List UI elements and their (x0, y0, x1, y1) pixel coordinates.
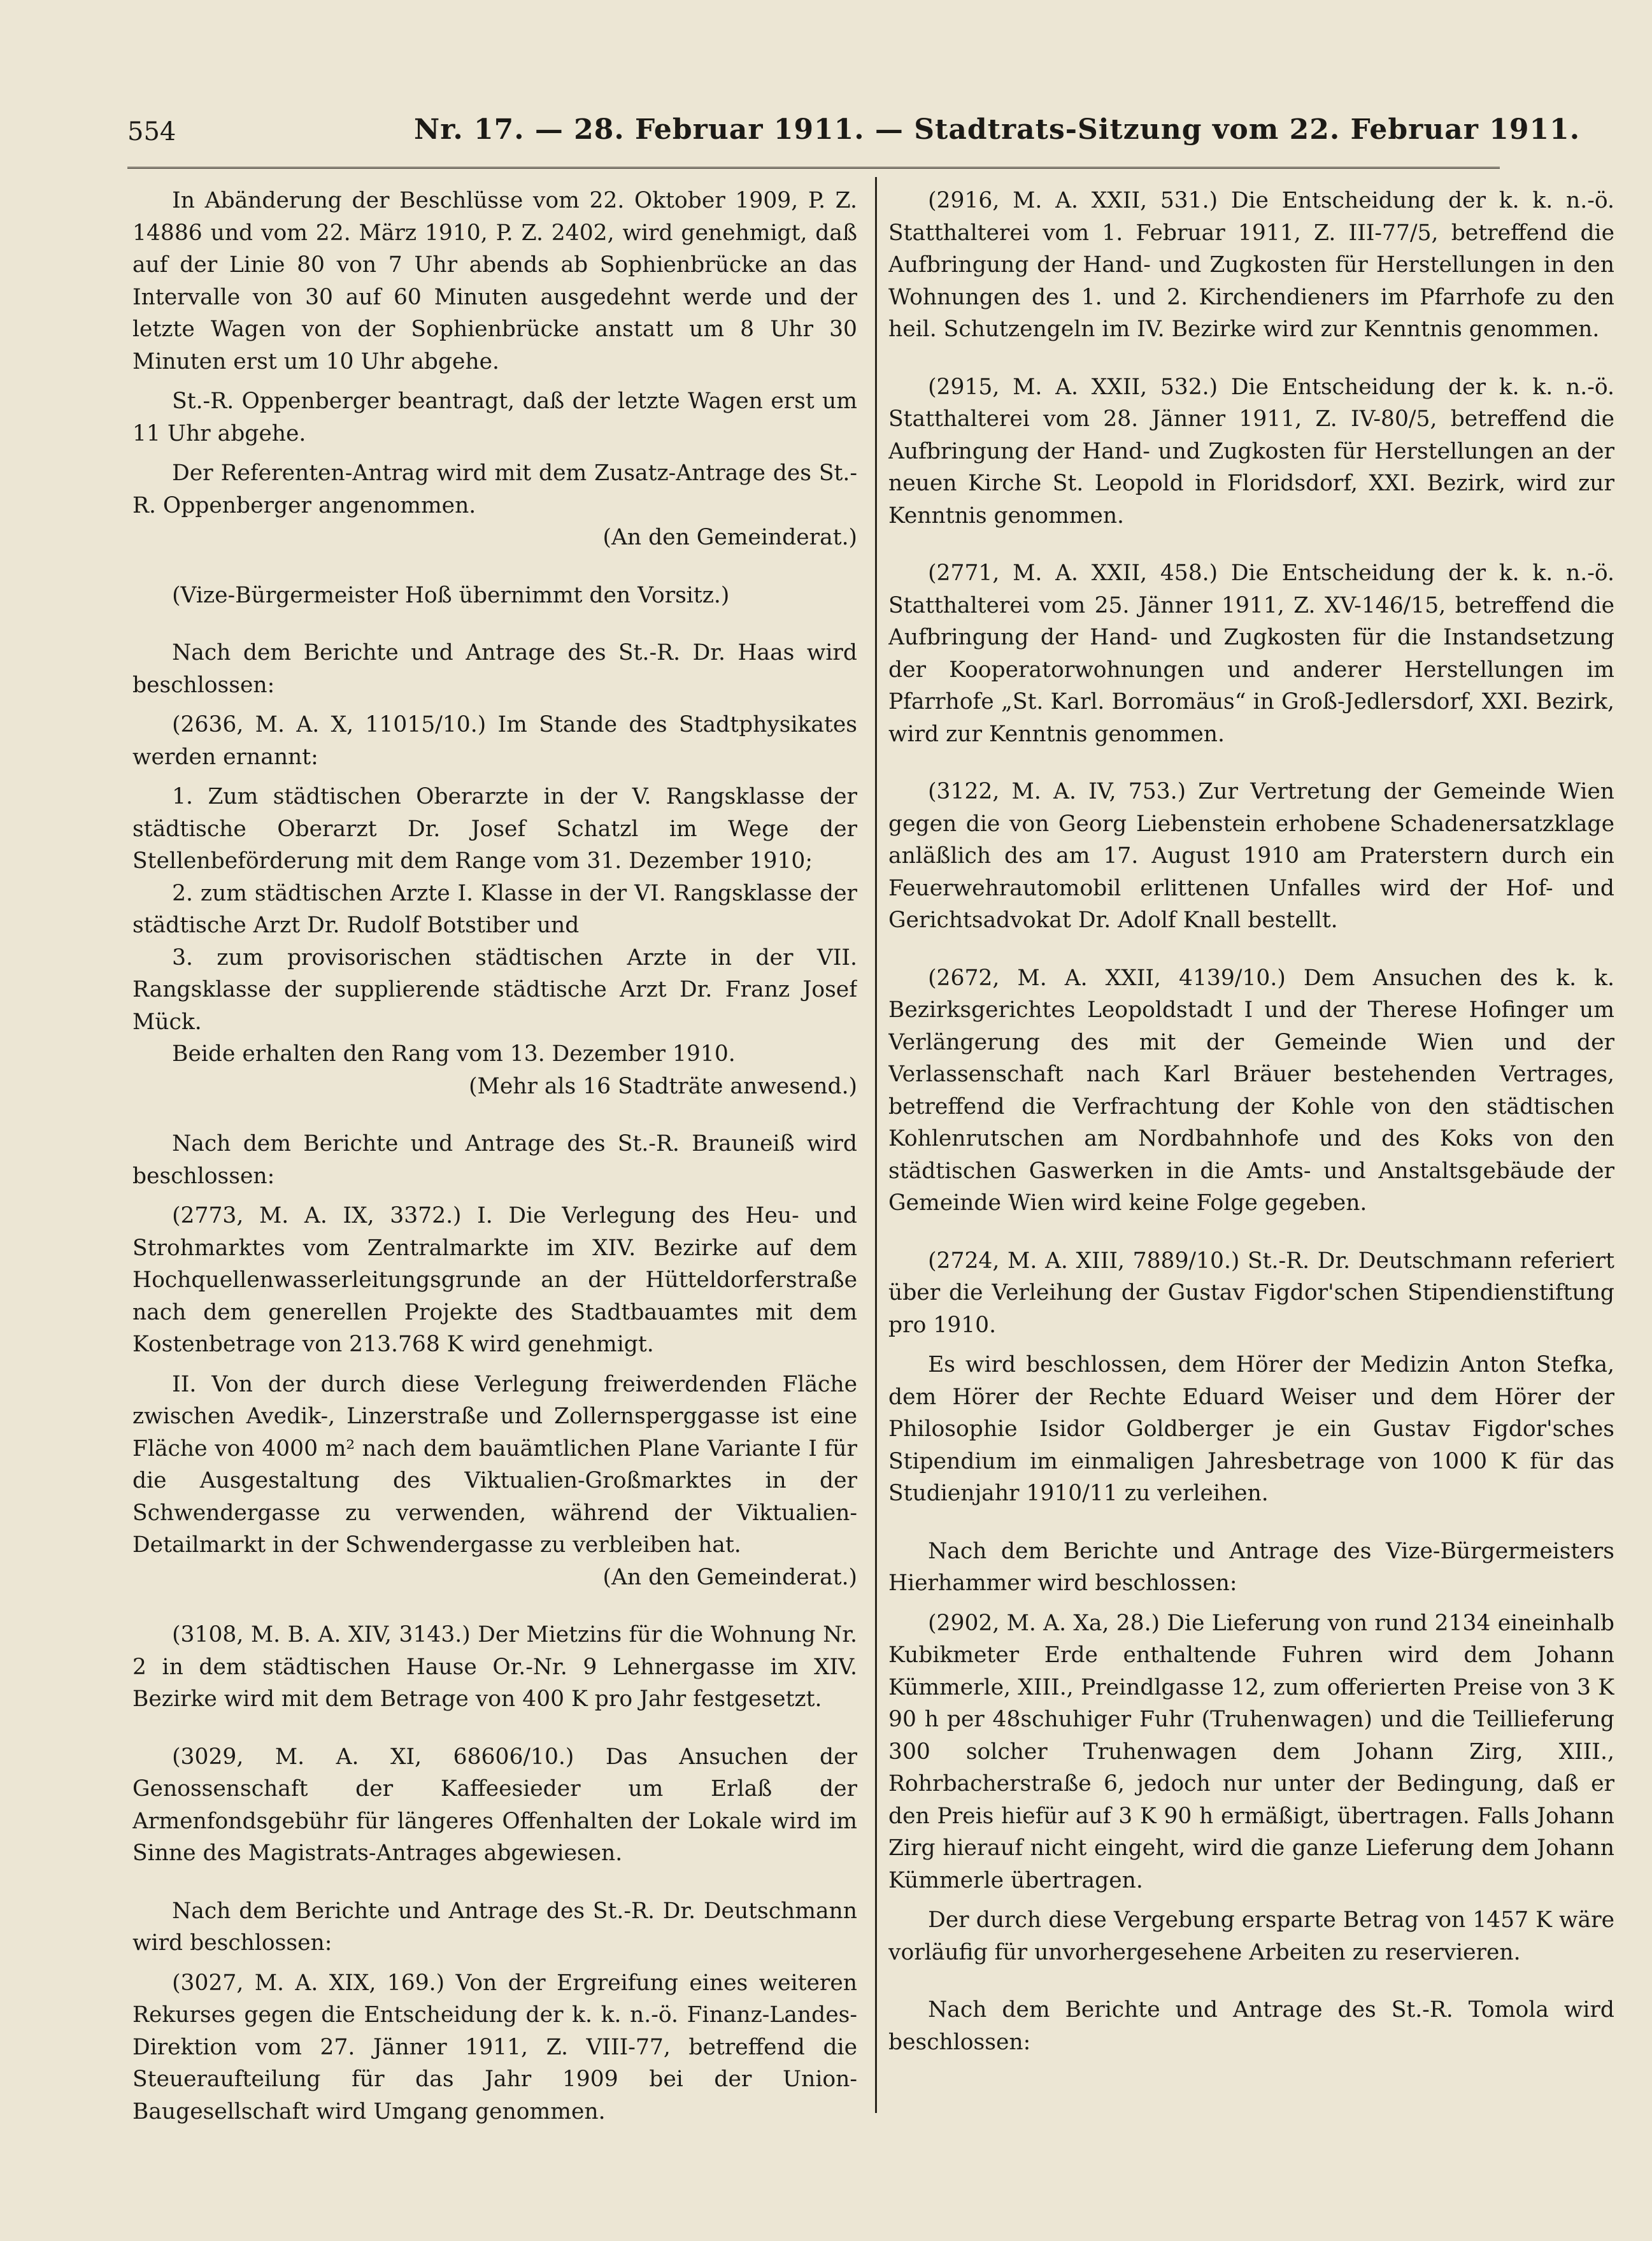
right-column (888, 185, 1614, 2133)
paragraph: (3027, M. A. XIX, 169.) Von der Ergreifung eines weiteren Rekurses gegen die Entscheidung der k. k. n.-ö. Finanz-Landes-Direktion vom 27. Jänner 1911, Z. VIII-77, betreffend die Steueraufteilung für das Jahr 1909 bei der Union-Baugesellschaft wird Umgang genommen. (132, 1970, 857, 2124)
referral-note: (An den Gemeinderat.) (602, 525, 857, 550)
quorum-note: (Mehr als 16 Stadträte anwesend.) (469, 1073, 857, 1099)
section-intro: Nach dem Berichte und Antrage des St.-R. Dr. Deutschmann wird beschlossen: (132, 1898, 857, 1956)
list-item: 1. Zum städtischen Oberarzte in der V. Rangsklasse der städtische Oberarzt Dr. Josef Schatzl im Wege der Stellenbeförderung mit dem Range vom 31. Dezember 1910; (132, 784, 857, 874)
list-item: 2. zum städtischen Arzte I. Klasse in der VI. Rangsklasse der städtische Arzt Dr. Rudolf Botstiber und (132, 880, 857, 938)
paragraph: (2916, M. A. XXII, 531.) Die Entscheidung der k. k. n.-ö. Statthalterei vom 1. Februar 1911, Z. III-77/5, betreffend die Aufbringung der Hand- und Zugkosten für Herstellungen in den Wohnungen des 1. und 2. Kirchendieners im Pfarrhofe zu den heil. Schutzengeln im IV. Bezirke wird zur Kenntnis genommen. (888, 188, 1614, 342)
paragraph: (Vize-Bürgermeister Hoß übernimmt den Vorsitz.) (172, 582, 730, 608)
paragraph: (2771, M. A. XXII, 458.) Die Entscheidung der k. k. n.-ö. Statthalterei vom 25. Jänner 1911, Z. XV-146/15, betreffend die Aufbringung der Hand- und Zugkosten für die Instandsetzung der Kooperatorwohnungen und anderer Herstellungen im Pfarrhofe „St. Karl. Borromäus“ in Groß-Jedlersdorf, XXI. Bezirk, wird zur Kenntnis genommen. (888, 560, 1614, 747)
paragraph: Der durch diese Vergebung ersparte Betrag von 1457 K wäre vorläufig für unvorhergesehene Arbeiten zu reservieren. (888, 1907, 1614, 1965)
paragraph: (2915, M. A. XXII, 532.) Die Entscheidung der k. k. n.-ö. Statthalterei vom 28. Jänner 1911, Z. IV-80/5, betreffend die Aufbringung der Hand- und Zugkosten für Herstellungen an der neuen Kirche St. Leopold in Floridsdorf, XXI. Bezirk, wird zur Kenntnis genommen. (888, 374, 1614, 529)
paragraph: (2902, M. A. Xa, 28.) Die Lieferung von rund 2134 eineinhalb Kubikmeter Erde enthaltende Fuhren wird dem Johann Kümmerle, XIII., Preindlgasse 12, zum offerierten Preise von 3 K 90 h per 48schuhiger Fuhr (Truhenwagen) und die Teillieferung 300 solcher Truhenwagen dem Johann Zirg, XIII., Rohrbacherstraße 6, jedoch nur unter der Bedingung, daß er den Preis hiefür auf 3 K 90 h ermäßigt, übertragen. Falls Johann Zirg hierauf nicht eingeht, wird die ganze Lieferung dem Johann Kümmerle übertragen. (888, 1610, 1614, 1893)
section-intro: Nach dem Berichte und Antrage des St.-R. Tomola wird beschlossen: (888, 1997, 1614, 2055)
paragraph: (2672, M. A. XXII, 4139/10.) Dem Ansuchen des k. k. Bezirksgerichtes Leopoldstadt I und der Therese Hofinger um Verlängerung des mit der Gemeinde Wien und der Verlassenschaft nach Karl Bräuer bestehenden Vertrages, betreffend die Verfrachtung der Kohle von den städtischen Kohlenrutschen am Nordbahnhofe und des Koks von den städtischen Gaswerken in die Amts- und Anstaltsgebäude der Gemeinde Wien wird keine Folge gegeben. (888, 965, 1614, 1216)
paragraph: II. Von der durch diese Verlegung freiwerdenden Fläche zwischen Avedik-, Linzerstraße und Zollernsperggasse ist eine Fläche von 4000 m² nach dem bauämtlichen Plane Variante I für die Ausgestaltung des Viktualien-Großmarktes in der Schwendergasse zu verwenden, während der Viktualien-Detailmarkt in der Schwendergasse zu verbleiben hat. (132, 1371, 857, 1558)
paragraph: (2724, M. A. XIII, 7889/10.) St.-R. Dr. Deutschmann referiert über die Verleihung der Gustav Figdor'schen Stipendienstiftung pro 1910. (888, 1248, 1614, 1338)
paragraph: In Abänderung der Beschlüsse vom 22. Oktober 1909, P. Z. 14886 und vom 22. März 1910, P. Z. 2402, wird genehmigt, daß auf der Linie 80 von 7 Uhr abends ab Sophienbrücke an das Intervalle von 30 auf 60 Minuten ausgedehnt werde und der letzte Wagen von der Sophienbrücke anstatt um 8 Uhr 30 Minuten erst um 10 Uhr abgehe. (132, 188, 857, 374)
list-item: 3. zum provisorischen städtischen Arzte in der VII. Rangsklasse der supplierende städtische Arzt Dr. Franz Josef Mück. (132, 944, 857, 1035)
paragraph: St.-R. Oppenberger beantragt, daß der letzte Wagen erst um 11 Uhr abgehe. (132, 388, 857, 446)
paragraph: Der Referenten-Antrag wird mit dem Zusatz-Antrage des St.-R. Oppenberger angenommen. (132, 460, 857, 518)
list-item: Beide erhalten den Rang vom 13. Dezember 1910. (172, 1041, 736, 1067)
page-number: 554 (127, 117, 176, 146)
column-divider (875, 177, 877, 2113)
paragraph: (2773, M. A. IX, 3372.) I. Die Verlegung des Heu- und Strohmarktes vom Zentralmarkte im XIV. Bezirke auf dem Hochquellenwasserleitungsgrunde an der Hütteldorferstraße nach dem generellen Projekte des Stadtbauamtes mit dem Kostenbetrage von 213.768 K wird genehmigt. (132, 1203, 857, 1357)
referral-note: (An den Gemeinderat.) (602, 1564, 857, 1590)
paragraph: Es wird beschlossen, dem Hörer der Medizin Anton Stefka, dem Hörer der Rechte Eduard Weiser und dem Hörer der Philosophie Isidor Goldberger je ein Gustav Figdor'sches Stipendium im einmaligen Jahresbetrage von 1000 K für das Studienjahr 1910/11 zu verleihen. (888, 1352, 1614, 1506)
paragraph: (3122, M. A. IV, 753.) Zur Vertretung der Gemeinde Wien gegen die von Georg Liebenstein erhobene Schadenersatzklage anläßlich des am 17. August 1910 am Praterstern durch ein Feuerwehrautomobil erlittenen Unfalles wird der Hof- und Gerichtsadvokat Dr. Adolf Knall bestellt. (888, 779, 1614, 933)
paragraph: (3029, M. A. XI, 68606/10.) Das Ansuchen der Genossenschaft der Kaffeesieder um Erlaß der Armenfondsgebühr für längeres Offenhalten der Lokale wird im Sinne des Magistrats-Antrages abgewiesen. (132, 1744, 857, 1866)
left-column (132, 185, 857, 2133)
section-intro: Nach dem Berichte und Antrage des St.-R. Brauneiß wird beschlossen: (132, 1131, 857, 1189)
paragraph: (2636, M. A. X, 11015/10.) Im Stande des Stadtphysikates werden ernannt: (132, 712, 857, 770)
header-rule (127, 167, 1500, 178)
section-intro: Nach dem Berichte und Antrage des Vize-Bürgermeisters Hierhammer wird beschlossen: (888, 1538, 1614, 1596)
paragraph: (3108, M. B. A. XIV, 3143.) Der Mietzins für die Wohnung Nr. 2 in dem städtischen Hause Or.-Nr. 9 Lehnergasse im XIV. Bezirke wird mit dem Betrage von 400 K pro Jahr festgesetzt. (132, 1622, 857, 1712)
section-intro: Nach dem Berichte und Antrage des St.-R. Dr. Haas wird beschlossen: (132, 640, 857, 698)
page-header (127, 113, 1581, 158)
appointment-list (132, 781, 857, 1102)
running-title: Nr. 17. — 28. Februar 1911. — Stadtrats-Sitzung vom 22. Februar 1911. (414, 113, 1581, 146)
